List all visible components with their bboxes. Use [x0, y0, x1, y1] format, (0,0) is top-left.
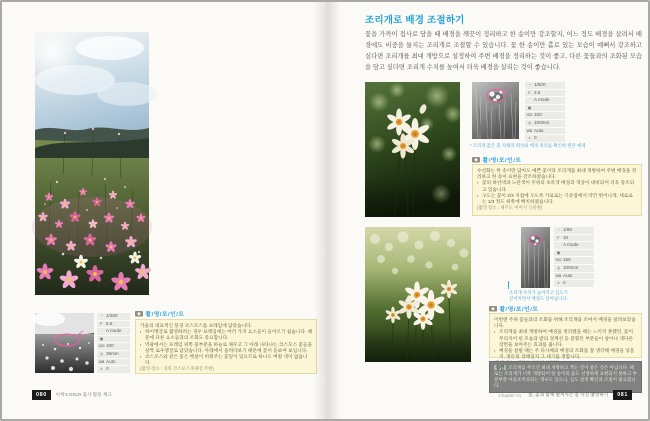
note-location: (촬영 장소 : 경북 코스모스축제장 주변) [140, 366, 214, 372]
page-number: 081 [613, 390, 632, 400]
note-location: (촬영 장소 : 제주도 여미지 식물원) [477, 205, 543, 211]
exif-value: 1/90 [563, 227, 572, 232]
metering-icon: ▦ [527, 105, 532, 110]
shooting-point-header [472, 155, 521, 164]
exif-row [554, 250, 594, 257]
exif-row [97, 351, 130, 358]
exif-row [97, 366, 130, 373]
aperture-icon: F [557, 235, 560, 240]
exif-row [554, 273, 594, 280]
exif-row [525, 82, 565, 89]
exif-panel [97, 313, 130, 374]
exif-row [554, 235, 594, 242]
exif-row [554, 227, 594, 234]
shooting-point-label: 촬/영/포/인/트 [482, 158, 522, 164]
right-footer [499, 390, 632, 400]
exif-value: 100mm [534, 119, 550, 125]
exif-row [525, 112, 565, 119]
exif-value: 3.5 [534, 89, 541, 95]
exif-row [97, 336, 130, 343]
caption-line: 깊어지면서 배경도 살아납니다. [509, 296, 568, 301]
note-bullet: ▪ 조리개를 최대 개방하여 배경을 정리했을 때는 느끼지 못했던, 꽃이 무리지어 핀 모습과 밭의 경계선 등 묻혔던 부분들이 살아나 색다른 장면을 보여주는 효과를 줍니다. [494, 329, 637, 348]
exif-row [554, 257, 594, 264]
tip-text: 조리개를 무조건 최대 개방하고 찍는 것이 좋은 것은 아닙니다. 때로는 조리개가 너무 개방되어 한 송이의 꽃도 선명하게 표현되지 못하고 부분부분 아웃포커싱되는 경우도 있으니, 심도 설정 확인과 조절이 필요합니다. [494, 365, 637, 389]
exif-row [97, 328, 130, 335]
lens-icon: ◎ [527, 120, 532, 125]
photo-caption [470, 143, 635, 149]
shooting-point-label: 촬/영/포/인/트 [145, 312, 185, 318]
caption-text: 조리개 값은 꽃 자체의 위치와 배경 정리를 확인한 원본 예제 [472, 143, 586, 148]
note-intro: 가을의 대표적인 풍경 코스모스를 프레임에 담았습니다. [140, 323, 252, 328]
left-footer [32, 390, 112, 400]
shutter-speed-icon: ◔ [100, 314, 103, 318]
exif-row [554, 242, 594, 249]
note-bullet: ▪ 역광에서는 프레임 위쪽 꽃부분을 하늘로 채우고 그 아래 나타나는 코스모스 꽃들을 살짝 로우앵글로 담았습니다. 아래에서 올려다보기 때문에 꽃이 돋보여 보입니다. [140, 342, 312, 354]
camera-icon [472, 156, 480, 163]
exif-row [525, 97, 565, 104]
iso-icon: ISO [98, 344, 105, 349]
caption-marker: * [470, 143, 472, 148]
exif-row [554, 265, 594, 272]
white-balance-icon: WB [98, 359, 105, 364]
exif-value: 1/500 [534, 82, 546, 87]
exif-value: 10 [563, 234, 569, 240]
exif-row [97, 343, 130, 350]
lens-icon: ◎ [556, 265, 561, 270]
exposure-icon: ± [557, 281, 560, 286]
shooting-point-note [135, 319, 317, 374]
page-number: 080 [32, 390, 51, 400]
daffodil-closeup-photo [365, 82, 460, 217]
note-bullet: ▪ 하이앵글로 촬영하려는 경우 프레임에는 여러 가지 요소들이 들어오기 쉽습니다. 때문에 다른 요소들과의 조화도 중요합니다. [140, 329, 312, 341]
exif-panel [554, 227, 594, 288]
exif-value: 100 [106, 343, 114, 349]
camera-icon [489, 305, 497, 312]
shooting-point-header [489, 304, 538, 313]
shutter-speed-icon: ◔ [528, 83, 531, 87]
daffodil-field-photo [365, 227, 471, 362]
shooting-point-note [472, 164, 642, 216]
exif-row [525, 135, 565, 142]
exif-value: 0 [563, 280, 566, 286]
lens-icon: ◎ [99, 351, 104, 356]
caption-leader-line [508, 281, 509, 289]
note-bullet: ▪ 배경을 살릴 때는 주 피사체와 배경의 조화를 잘 생각해 배경을 넣을지, 정돈된 상태일지 그 세기를 정합니다. [494, 348, 637, 360]
metering-icon: ▦ [99, 336, 104, 341]
shooting-point-header [135, 309, 184, 318]
shooting-point-note [489, 313, 642, 358]
shooting-point-label: 촬/영/포/인/트 [499, 307, 539, 313]
cosmos-field-photo [35, 32, 149, 295]
aperture-icon: F [528, 90, 531, 95]
note-bullet: ▪ 구도는 꽃이 2/3 지점에 오도록 가로로는 기준점에서 약간 벗어나게, 세로로는 1/3 정도 위쪽에 배치하였습니다. [477, 193, 637, 205]
section-title: 조리개로 배경 조절하기 [365, 15, 465, 26]
cosmos-bw-thumbnail [35, 313, 94, 373]
tip-box [489, 361, 642, 393]
metering-icon: ▦ [556, 250, 561, 255]
aperture-icon: F [100, 321, 103, 326]
photo-caption [509, 290, 599, 302]
section-intro: 꽃을 가까이 접사로 담을 때 배경을 깨끗이 정리하고 한 송이만 강조할지, 어느 정도 배경을 살려서 배경에도 비중을 둘지는 조리개로 조절할 수 있습니다. 꽃 한 송이만 홀로 있는 모습이 예뻐서 강조하고 싶다면 조리개를 최대 개방으로 설정하여 주변 배경을 정리하는 것이 좋고, 다른 꽃들과의 조화된 모습을 담고 싶다면 조리개 수치를 높여서 더욱 배경을 살리는 것이 좋습니다. [365, 31, 642, 71]
exif-value: A mode [563, 242, 579, 248]
exif-panel [525, 82, 565, 143]
exif-row [525, 90, 565, 97]
iso-icon: ISO [555, 258, 562, 263]
exif-value: 0 [534, 135, 537, 141]
chapter-title: 봄, 꽃과 함께 펼쳐지는 봄 사진 촬영하기 [528, 392, 609, 397]
white-balance-icon: WB [526, 128, 533, 133]
white-balance-icon: WB [555, 273, 562, 278]
exposure-icon: ± [100, 367, 103, 372]
book-title: 아찌's DSLR 출사 활용 체크 [55, 392, 112, 397]
page-gutter-shadow [314, 2, 340, 419]
exif-value: Auto [563, 272, 573, 278]
iso-icon: ISO [526, 113, 533, 118]
exif-row [525, 128, 565, 135]
caption-line: 조리개 수치가 높아지고 심도가 [509, 290, 568, 295]
exif-value: 100mm [563, 264, 579, 270]
note-intro: 수선화는 한 송이만 담아도 예쁜 꽃이라 조리개를 최대 개방하여 주변 배경을 정리하고 한 송이 표현을 강조하였습니다. [477, 168, 637, 180]
exif-value: 5.6 [106, 320, 113, 326]
exif-row [97, 321, 130, 328]
note-bullet: ▪ 코스모스와 같은 꽃은 햇살이 비춰주는 꽃잎이 있으므로 하나도 버릴 색이 없습니다. [140, 354, 312, 366]
exif-value: 35mm [106, 350, 119, 356]
exif-value: A mode [106, 328, 122, 334]
daffodil-bw-reference-photo [472, 82, 519, 139]
exif-row [525, 120, 565, 127]
exif-row [97, 359, 130, 366]
exif-row [525, 105, 565, 112]
shutter-speed-icon: ◔ [557, 228, 560, 232]
exif-value: 160 [563, 257, 571, 263]
exposure-icon: ± [528, 136, 531, 141]
exif-row [97, 313, 130, 320]
exif-value: Auto [106, 358, 116, 364]
exif-value: 0 [106, 366, 109, 372]
exif-value: 1/250 [106, 313, 118, 318]
camera-icon [135, 310, 143, 317]
daffodil-bw-reference-photo-2 [521, 227, 550, 288]
exif-value: A mode [534, 97, 550, 103]
note-intro: 이번엔 주위 꽃들과의 조화를 위해 조리개를 조여서 배경을 살려보았습니다. [494, 317, 636, 329]
note-bullet: ▪ 꽃의 하얀색과 노란색이 주위의 초록색 배경과 색상이 대비되어 더욱 강조되고 있습니다. [477, 180, 637, 192]
exif-value: 100 [534, 112, 542, 118]
tip-tag: 잠깐 [496, 365, 505, 370]
exif-row [554, 280, 594, 287]
chapter-label: Chapter 01 [498, 392, 522, 398]
exif-value: Auto [534, 127, 544, 133]
